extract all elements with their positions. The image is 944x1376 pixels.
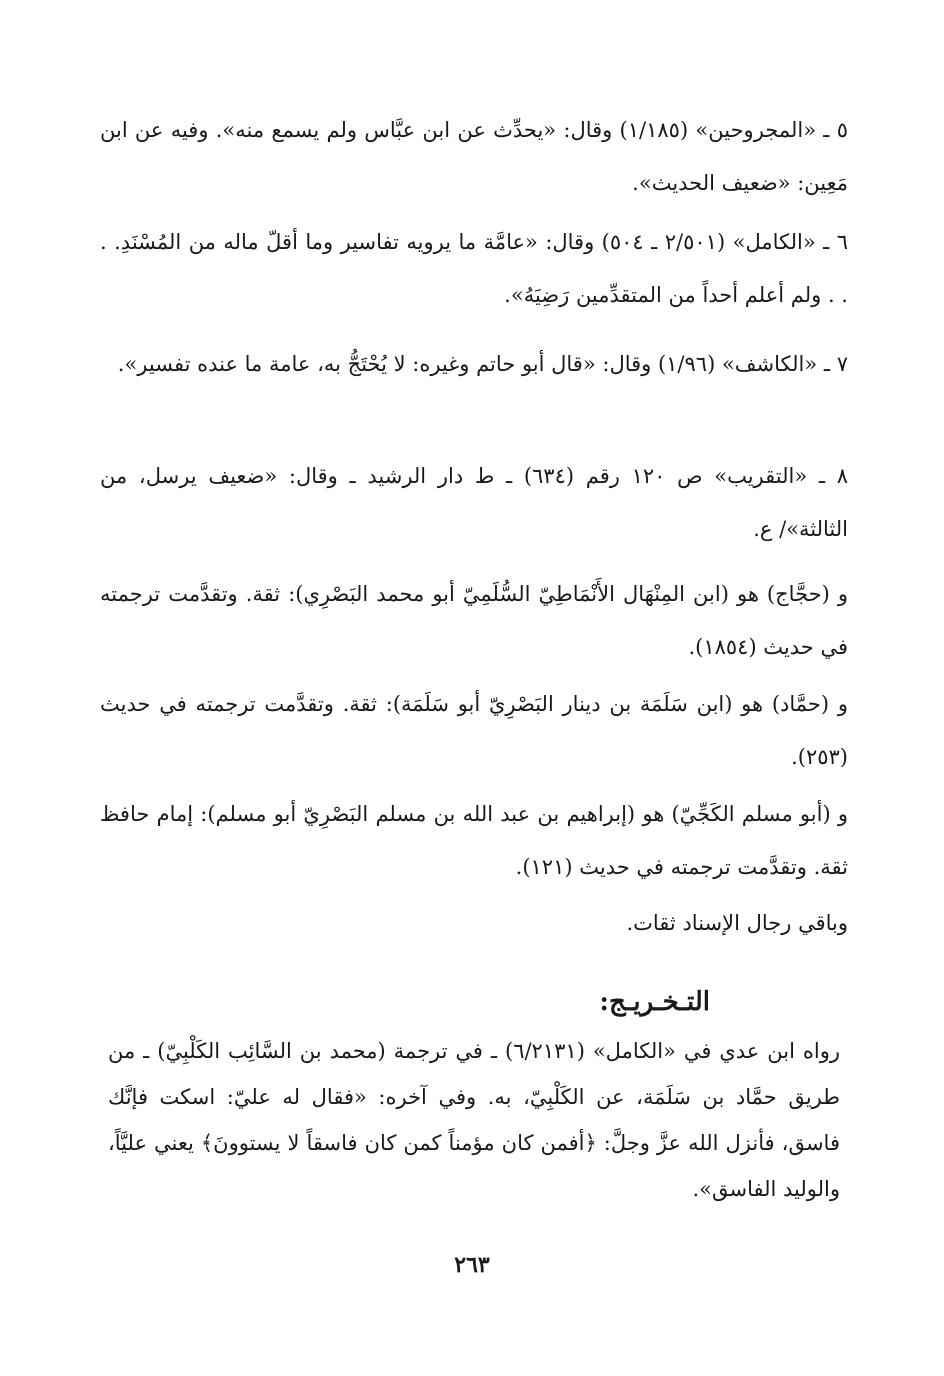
narrator-abu-muslim: و (أبو مسلم الكَجِّيّ) هو (إبراهيم بن عبد الله بن مسلم البَصْرِيّ أبو مسلم): إمام حافظ ثقة. وتقدَّمت ترجمته في حديث (١٢١). (100, 802, 848, 879)
reference-entry-8: ٨ ـ «التقريب» ص ١٢٠ رقم (٦٣٤) ـ ط دار الرشيد ـ وقال: «ضعيف يرسل، من الثالثة»/ ع. (100, 464, 849, 541)
reference-entry-6: ٦ ـ «الكامل» (٢/٥٠١ ـ ٥٠٤) وقال: «عامَّة ما يرويه تفاسير وما أقلّ ماله من المُسْنَدِ. . . . ولم أعلم أحداً من المتقدِّمين رَضِيَهُ». (100, 230, 848, 307)
page-number: ٢٦٣ (454, 1252, 490, 1278)
reference-entry-7: ٧ ـ «الكاشف» (١/٩٦) وقال: «قال أبو حاتم وغيره: لا يُحْتَجُّ به، عامة ما عنده تفسير». (117, 352, 848, 376)
remaining-narrators-note: وباقي رجال الإسناد ثقات. (626, 911, 848, 935)
takhrij-paragraph: رواه ابن عدي في «الكامل» (٦/٢١٣١) ـ في ترجمة (محمد بن السَّائِب الكَلْبِيّ) ـ من طريق حمَّاد بن سَلَمَة، عن الكَلْبِيّ، به. وفي آخره: «فقال له عليّ: اسكت فإنَّك فاسق، فأنزل الله عزَّ وجلَّ: ﴿أفمن كان مؤمناً كمن كان فاسقاً لا يستوونَ﴾ يعني عليَّاً، والوليد الفاسق». (108, 1039, 840, 1201)
takhrij-heading: التـخـريـج: (599, 987, 710, 1017)
narrator-hajjaj: و (حجَّاج) هو (ابن المِنْهَال الأَنْمَاطِيّ السُّلَمِيّ أبو محمد البَصْرِي): ثقة. وتقدَّمت ترجمته في حديث (١٨٥٤). (100, 582, 848, 659)
reference-entry-5: ٥ ـ «المجروحين» (١/١٨٥) وقال: «يحدِّث عن ابن عبَّاس ولم يسمع منه». وفيه عن ابن مَعِين: «ضعيف الحديث». (100, 118, 848, 195)
narrator-hammad: و (حمَّاد) هو (ابن سَلَمَة بن دينار البَصْرِيّ أبو سَلَمَة): ثقة. وتقدَّمت ترجمته في حديث (٢٥٣). (100, 692, 848, 769)
